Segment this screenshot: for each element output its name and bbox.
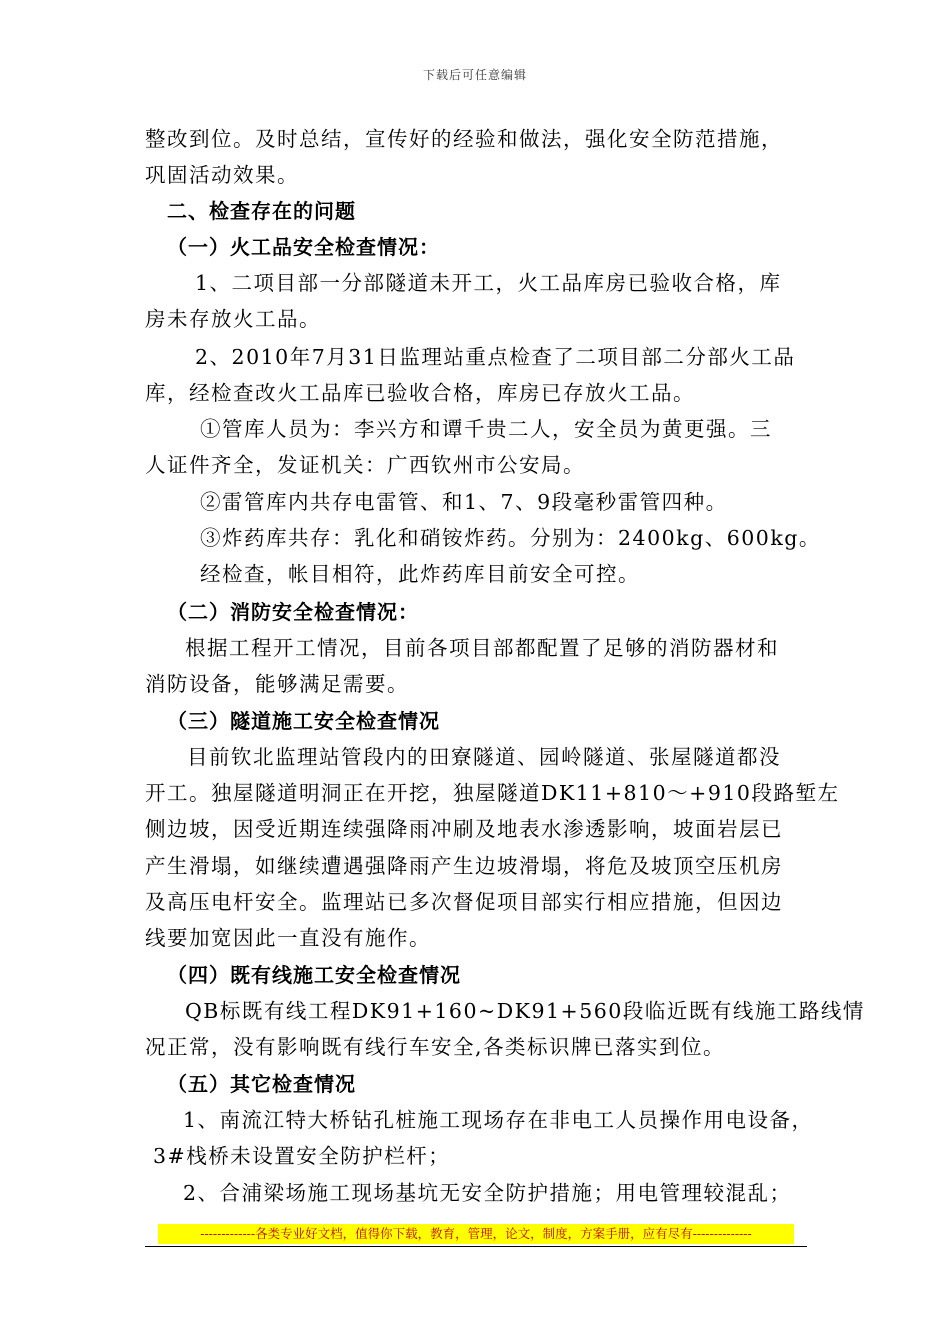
subsection-heading: （一）火工品安全检查情况： (167, 235, 440, 259)
paragraph-line: 库，经检查改火工品库已验收合格，库房已存放火工品。 (145, 381, 695, 405)
paragraph-line: 产生滑塌，如继续遭遇强降雨产生边坡滑塌，将危及坡顶空压机房 (145, 854, 783, 878)
section-heading: 二、检查存在的问题 (167, 199, 356, 223)
paragraph-line: 侧边坡，因受近期连续强降雨冲刷及地表水渗透影响，坡面岩层已 (145, 817, 783, 841)
paragraph-line: 消防设备，能够满足需要。 (145, 672, 409, 696)
paragraph-line: 人证件齐全，发证机关：广西钦州市公安局。 (145, 453, 585, 477)
paragraph-line: 2、2010年7月31日监理站重点检查了二项目部二分部火工品 (195, 345, 796, 369)
paragraph-line: 2、合浦梁场施工现场基坑无安全防护措施；用电管理较混乱； (183, 1181, 792, 1205)
paragraph-line: ②雷管库内共存电雷管、和1、7、9段毫秒雷管四种。 (200, 490, 728, 514)
paragraph-line: 目前钦北监理站管段内的田寮隧道、园岭隧道、张屋隧道都没 (187, 745, 781, 769)
subsection-heading: （三）隧道施工安全检查情况 (167, 709, 440, 733)
footer-banner: -------------各类专业好文档，值得你下载，教育，管理，论文，制度，方案手册，应有尽有-------------- (158, 1224, 794, 1244)
footer-divider (145, 1246, 807, 1247)
paragraph-line: 及高压电杆安全。监理站已多次督促项目部实行相应措施，但因边 (145, 890, 783, 914)
subsection-heading: （五）其它检查情况 (167, 1072, 356, 1096)
paragraph-line: 房未存放火工品。 (145, 307, 321, 331)
paragraph-line: 线要加宽因此一直没有施作。 (145, 926, 431, 950)
paragraph-line: 3#栈桥未设置安全防护栏杆； (153, 1144, 451, 1168)
paragraph-line: 根据工程开工情况，目前各项目部都配置了足够的消防器材和 (185, 636, 779, 660)
page-header-note: 下载后可任意编辑 (422, 68, 527, 82)
subsection-heading: （二）消防安全检查情况： (167, 600, 419, 624)
paragraph-line: ③炸药库共存：乳化和硝铵炸药。分别为：2400kg、600kg。 (200, 526, 821, 550)
paragraph-line: 况正常，没有影响既有线行车安全,各类标识牌已落实到位。 (145, 1035, 726, 1059)
paragraph-line: 巩固活动效果。 (145, 163, 299, 187)
paragraph-line: 开工。独屋隧道明洞正在开挖，独屋隧道DK11+810～+910段路堑左 (145, 781, 840, 805)
paragraph-line: ①管库人员为：李兴方和谭千贵二人，安全员为黄更强。三 (200, 417, 772, 441)
paragraph-line: QB标既有线工程DK91+160~DK91+560段临近既有线施工路线情 (185, 999, 865, 1023)
subsection-heading: （四）既有线施工安全检查情况 (167, 963, 461, 987)
paragraph-line: 1、二项目部一分部隧道未开工，火工品库房已验收合格，库 (195, 271, 782, 295)
paragraph-line: 经检查，帐目相符，此炸药库目前安全可控。 (200, 562, 640, 586)
paragraph-line: 整改到位。及时总结，宣传好的经验和做法，强化安全防范措施， (145, 127, 783, 151)
paragraph-line: 1、南流江特大桥钻孔桩施工现场存在非电工人员操作用电设备， (183, 1108, 814, 1132)
